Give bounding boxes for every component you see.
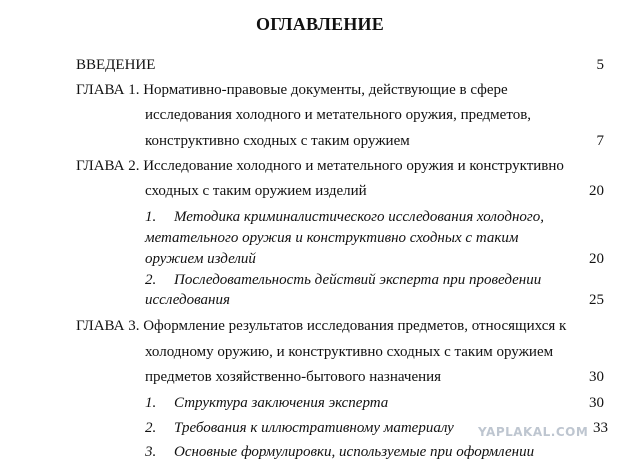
toc-intro-page: 5 xyxy=(596,57,604,73)
toc-ch2-s1-line1: Методика криминалистического исследования холодного, xyxy=(174,209,544,225)
page-title: ОГЛАВЛЕНИЕ xyxy=(256,14,384,34)
toc-intro-label: ВВЕДЕНИЕ xyxy=(76,57,156,73)
toc-ch2-s1-number: 1. xyxy=(145,209,157,225)
toc-ch2-s1-page: 20 xyxy=(589,251,604,267)
toc-ch1-line1: ГЛАВА 1. Нормативно-правовые документы, действующие в сфере xyxy=(76,82,508,98)
toc-ch2-s2-line2: исследования xyxy=(145,292,230,308)
toc-ch2-page: 20 xyxy=(589,183,604,199)
toc-ch3-line2: холодному оружию, и конструктивно сходных с таким оружием xyxy=(145,344,554,360)
toc-ch1-line2: исследования холодного и метательного оружия, предметов, xyxy=(145,107,532,123)
watermark-logo: YAPLAKAL.COM xyxy=(478,425,589,439)
toc-ch3-page: 30 xyxy=(589,369,604,385)
toc-ch3-s1-label: Структура заключения эксперта xyxy=(174,395,389,411)
toc-ch3-s3-label: Основные формулировки, используемые при оформлении xyxy=(174,444,535,460)
toc-ch3-s3-number: 3. xyxy=(145,444,157,460)
toc-ch1-page: 7 xyxy=(596,133,604,149)
toc-ch3-line1: ГЛАВА 3. Оформление результатов исследования предметов, относящихся к xyxy=(76,318,567,334)
toc-ch2-s2-number: 2. xyxy=(145,272,157,288)
toc-ch2-s2-line1: Последовательность действий эксперта при проведении xyxy=(174,272,542,288)
toc-ch3-s1-number: 1. xyxy=(145,395,157,411)
toc-ch3-s2-label: Требования к иллюстративному материалу xyxy=(174,420,454,436)
toc-ch3-s2-page: 33 xyxy=(593,420,608,436)
toc-ch3-line3: предметов хозяйственно-бытового назначения xyxy=(145,369,442,385)
toc-ch3-s1-page: 30 xyxy=(589,395,604,411)
toc-ch2-s1-line2: метательного оружия и конструктивно сходных с таким xyxy=(145,230,519,246)
toc-ch3-s2-number: 2. xyxy=(145,420,157,436)
toc-ch2-line1: ГЛАВА 2. Исследование холодного и метательного оружия и конструктивно xyxy=(76,158,564,174)
toc-ch1-line3: конструктивно сходных с таким оружием xyxy=(145,133,410,149)
toc-ch2-line2: сходных с таким оружием изделий xyxy=(145,183,367,199)
toc-ch2-s1-line3: оружием изделий xyxy=(145,251,256,267)
toc-ch2-s2-page: 25 xyxy=(589,292,604,308)
